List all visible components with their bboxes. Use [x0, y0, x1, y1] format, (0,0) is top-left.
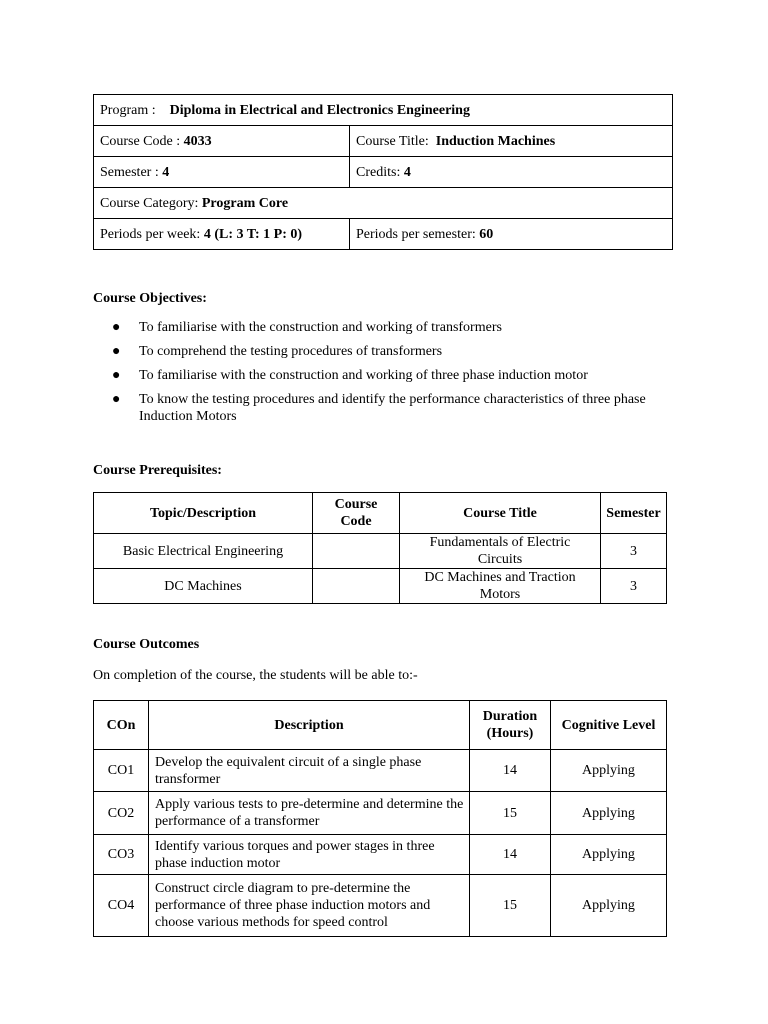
- outcome-description: Identify various torques and power stages in three phase induction motor: [149, 835, 470, 875]
- list-item: [112, 391, 672, 425]
- list-item: [112, 367, 672, 384]
- outcomes-heading: Course Outcomes: [93, 637, 200, 652]
- category-cell: [94, 188, 673, 219]
- outcomes-table: [93, 700, 667, 937]
- info-row-periods: [94, 219, 673, 250]
- objective-text: To know the testing procedures and identify the performance characteristics of three phase Induction Motors: [139, 392, 646, 424]
- outcome-hours: 15: [470, 875, 551, 937]
- prereq-topic: DC Machines: [94, 569, 313, 604]
- info-row-code-title: [94, 126, 673, 157]
- info-row-semester-credits: [94, 157, 673, 188]
- outcome-level: Applying: [551, 875, 667, 937]
- course-title-value: Induction Machines: [435, 133, 556, 149]
- info-row-program: [94, 95, 673, 126]
- program-cell: [94, 95, 673, 126]
- table-row: [94, 835, 667, 875]
- outcome-level: Applying: [551, 750, 667, 792]
- outcome-co: CO1: [94, 750, 149, 792]
- column-header-title: Course Title: [400, 493, 601, 534]
- periods-week-label: Periods per week:: [100, 226, 201, 242]
- outcome-level: Applying: [551, 792, 667, 835]
- semester-cell: [94, 157, 350, 188]
- column-header-code: Course Code: [313, 493, 400, 534]
- outcome-description: Construct circle diagram to pre-determine the performance of three phase induction motors and choose various methods for speed control: [149, 875, 470, 937]
- course-code-label: Course Code :: [100, 133, 181, 149]
- outcomes-intro: On completion of the course, the students will be able to:-: [93, 668, 418, 683]
- outcome-level: Applying: [551, 835, 667, 875]
- outcome-co: CO4: [94, 875, 149, 937]
- objective-text: To familiarise with the construction and working of transformers: [139, 320, 502, 335]
- semester-value: 4: [162, 164, 170, 180]
- info-row-category: [94, 188, 673, 219]
- program-value: Diploma in Electrical and Electronics Engineering: [169, 102, 470, 118]
- table-row: [94, 875, 667, 937]
- bullet-icon: ●: [112, 344, 121, 359]
- credits-value: 4: [403, 164, 411, 180]
- course-info-table: [93, 94, 673, 250]
- bullet-icon: ●: [112, 320, 121, 335]
- column-header-topic: Topic/Description: [94, 493, 313, 534]
- prereq-semester: 3: [601, 569, 667, 604]
- objectives-list: [112, 319, 672, 432]
- outcome-hours: 14: [470, 750, 551, 792]
- table-header-row: [94, 701, 667, 750]
- outcome-description: Apply various tests to pre-determine and determine the performance of a transformer: [149, 792, 470, 835]
- prereq-semester: 3: [601, 534, 667, 569]
- outcome-hours: 15: [470, 792, 551, 835]
- course-code-cell: [94, 126, 350, 157]
- bullet-icon: ●: [112, 368, 121, 383]
- course-title-cell: [350, 126, 673, 157]
- outcome-co: CO3: [94, 835, 149, 875]
- outcome-hours: 14: [470, 835, 551, 875]
- objectives-heading: Course Objectives:: [93, 291, 207, 306]
- credits-cell: [350, 157, 673, 188]
- column-header-level: Cognitive Level: [551, 701, 667, 750]
- credits-label: Credits:: [356, 164, 401, 180]
- column-header-description: Description: [149, 701, 470, 750]
- table-row: [94, 750, 667, 792]
- prerequisites-table: [93, 492, 667, 604]
- program-label: Program :: [100, 102, 156, 118]
- column-header-duration: Duration (Hours): [470, 701, 551, 750]
- periods-week-cell: [94, 219, 350, 250]
- prereq-topic: Basic Electrical Engineering: [94, 534, 313, 569]
- list-item: [112, 343, 672, 360]
- column-header-con: COn: [94, 701, 149, 750]
- table-header-row: [94, 493, 667, 534]
- outcome-co: CO2: [94, 792, 149, 835]
- periods-semester-cell: [350, 219, 673, 250]
- periods-semester-value: 60: [479, 226, 494, 242]
- prereq-code: [313, 569, 400, 604]
- course-title-label: Course Title:: [356, 133, 429, 149]
- category-label: Course Category:: [100, 195, 199, 211]
- objective-text: To familiarise with the construction and working of three phase induction motor: [139, 368, 588, 383]
- prereq-title: DC Machines and Traction Motors: [400, 569, 601, 604]
- outcome-description: Develop the equivalent circuit of a single phase transformer: [149, 750, 470, 792]
- prereq-title: Fundamentals of Electric Circuits: [400, 534, 601, 569]
- table-row: [94, 792, 667, 835]
- course-code-value: 4033: [183, 133, 212, 149]
- semester-label: Semester :: [100, 164, 159, 180]
- list-item: [112, 319, 672, 336]
- table-row: [94, 534, 667, 569]
- bullet-icon: ●: [112, 392, 121, 407]
- prerequisites-heading: Course Prerequisites:: [93, 463, 222, 478]
- table-row: [94, 569, 667, 604]
- periods-week-value: 4 (L: 3 T: 1 P: 0): [203, 226, 303, 242]
- objective-text: To comprehend the testing procedures of transformers: [139, 344, 443, 359]
- periods-semester-label: Periods per semester:: [356, 226, 476, 242]
- prereq-code: [313, 534, 400, 569]
- column-header-semester: Semester: [601, 493, 667, 534]
- category-value: Program Core: [201, 195, 289, 211]
